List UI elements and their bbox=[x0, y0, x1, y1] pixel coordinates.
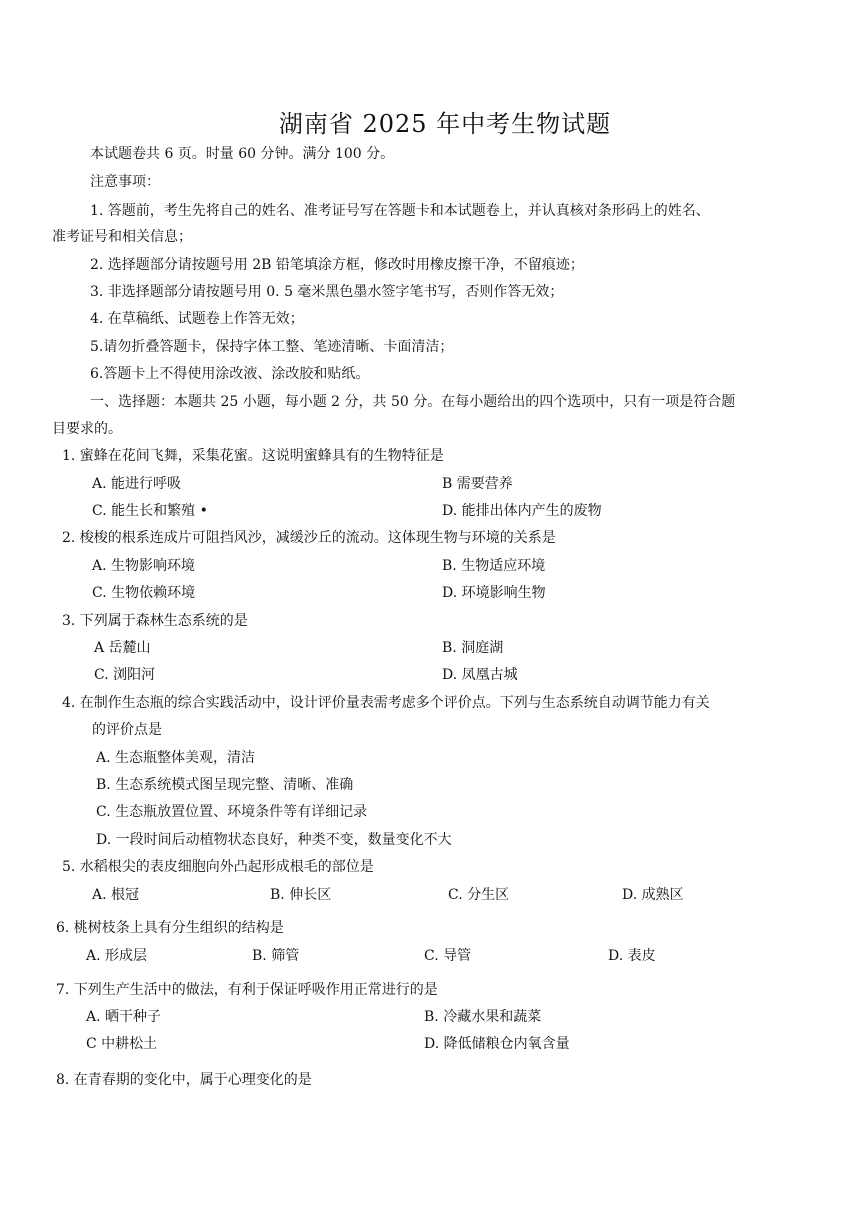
question-option: D. 凤凰古城 bbox=[442, 667, 518, 683]
question-option: B. 生态系统模式图呈现完整、清晰、准确 bbox=[96, 777, 354, 793]
question-option: C 中耕松土 bbox=[86, 1036, 158, 1052]
question-option: D. 环境影响生物 bbox=[442, 585, 546, 601]
question-stem: 6. 桃树枝条上具有分生组织的结构是 bbox=[56, 920, 284, 936]
question-option: B. 筛管 bbox=[252, 948, 300, 964]
notice-item: 4. 在草稿纸、试题卷上作答无效； bbox=[90, 311, 304, 327]
notice-item: 3. 非选择题部分请按题号用 0. 5 毫米黑色墨水签字笔书写，否则作答无效； bbox=[90, 284, 564, 300]
question-stem: 4. 在制作生态瓶的综合实践活动中，设计评价量表需考虑多个评价点。下列与生态系统自动调节能力有关 bbox=[62, 695, 710, 711]
question-option: C. 导管 bbox=[424, 948, 472, 964]
question-stem: 5. 水稻根尖的表皮细胞向外凸起形成根毛的部位是 bbox=[62, 859, 374, 875]
question-stem: 1. 蜜蜂在花间飞舞，采集花蜜。这说明蜜蜂具有的生物特征是 bbox=[62, 448, 444, 464]
notice-item: 1. 答题前，考生先将自己的姓名、准考证号写在答题卡和本试题卷上，并认真核对条形码上的姓名、 bbox=[90, 203, 710, 219]
question-stem: 7. 下列生产生活中的做法，有利于保证呼吸作用正常进行的是 bbox=[56, 982, 438, 998]
question-option: A. 形成层 bbox=[86, 948, 148, 964]
question-option: D. 降低储粮仓内氧含量 bbox=[424, 1036, 570, 1052]
question-option: C. 分生区 bbox=[448, 887, 510, 903]
question-option: A. 生物影响环境 bbox=[92, 558, 196, 574]
notice-heading: 注意事项： bbox=[90, 174, 160, 190]
question-stem: 8. 在青春期的变化中，属于心理变化的是 bbox=[56, 1072, 312, 1088]
notice-item: 5.请勿折叠答题卡，保持字体工整、笔迹清晰、卡面清洁； bbox=[90, 339, 454, 355]
notice-item: 6.答题卡上不得使用涂改液、涂改胶和贴纸。 bbox=[90, 366, 370, 382]
question-option: B. 生物适应环境 bbox=[442, 558, 546, 574]
question-option: C. 生态瓶放置位置、环境条件等有详细记录 bbox=[96, 804, 368, 820]
notice-item-continued: 准考证号和相关信息； bbox=[52, 229, 192, 245]
question-option: A. 能进行呼吸 bbox=[92, 476, 182, 492]
question-option: B. 冷藏水果和蔬菜 bbox=[424, 1009, 542, 1025]
question-stem: 3. 下列属于森林生态系统的是 bbox=[62, 613, 248, 629]
question-option: C. 生物依赖环境 bbox=[92, 585, 196, 601]
question-option: D. 成熟区 bbox=[622, 887, 684, 903]
question-option: B 需要营养 bbox=[442, 476, 513, 492]
question-option: B. 洞庭湖 bbox=[442, 640, 504, 656]
question-option: A. 晒干种子 bbox=[86, 1009, 162, 1025]
question-option: B. 伸长区 bbox=[270, 887, 332, 903]
question-option: A. 根冠 bbox=[92, 887, 140, 903]
question-option: C. 能生长和繁殖 • bbox=[92, 503, 208, 519]
question-option: A. 生态瓶整体美观，清洁 bbox=[96, 750, 256, 766]
question-option: D. 一段时间后动植物状态良好，种类不变，数量变化不大 bbox=[96, 832, 452, 848]
question-stem: 2. 梭梭的根系连成片可阻挡风沙，减缓沙丘的流动。这体现生物与环境的关系是 bbox=[62, 530, 556, 546]
section-heading: 一、选择题：本题共 25 小题，每小题 2 分，共 50 分。在每小题给出的四个选项中，只有一项是符合题 bbox=[90, 394, 736, 410]
question-option: D. 表皮 bbox=[608, 948, 656, 964]
exam-intro: 本试题卷共 6 页。时量 60 分钟。满分 100 分。 bbox=[90, 146, 395, 162]
question-option: D. 能排出体内产生的废物 bbox=[442, 503, 602, 519]
question-option: C. 浏阳河 bbox=[94, 667, 156, 683]
section-heading-continued: 目要求的。 bbox=[52, 421, 122, 437]
notice-item: 2. 选择题部分请按题号用 2B 铅笔填涂方框，修改时用橡皮擦干净，不留痕迹； bbox=[90, 257, 584, 273]
page-title: 湖南省 2025 年中考生物试题 bbox=[278, 110, 612, 138]
question-stem-continued: 的评价点是 bbox=[92, 722, 162, 738]
question-option: A 岳麓山 bbox=[94, 640, 151, 656]
